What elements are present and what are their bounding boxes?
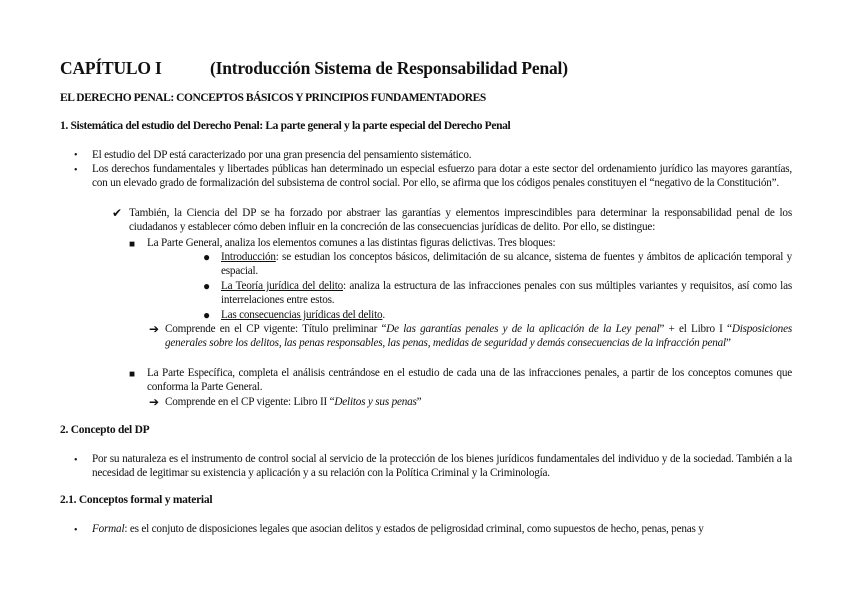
text-run-italic: De las garantías penales y de la aplicación de la Ley penal: [386, 323, 660, 335]
heading-2: 2. Concepto del DP: [60, 424, 150, 436]
text-run-italic: Delitos y sus penas: [334, 396, 417, 408]
bullet-dot: •: [74, 150, 78, 161]
bullet-dot: •: [74, 455, 78, 466]
heading-2-1: 2.1. Conceptos formal y material: [60, 494, 213, 506]
pg-item-text: : analiza la estructura de las infracciones penales con sus múltiples variantes y requisitos, así como las interrelaciones entre estos.: [221, 280, 792, 307]
text-run: Comprende en el CP vigente: Libro II “: [165, 396, 335, 408]
text-run: ”: [416, 396, 422, 408]
pg-item-term: Las consecuencias jurídicas del delito: [221, 309, 383, 321]
paragraph-parte-general: La Parte General, analiza los elementos comunes a las distintas figuras delictivas. Tres bloques:: [147, 237, 556, 249]
pg-item-text: : se estudian los conceptos básicos, delimitación de su alcance, sistema de fuentes y ámbitos de aplicación temporal y espacial.: [221, 251, 792, 278]
text-run: Comprende en el CP vigente: Título preliminar “: [165, 323, 387, 335]
circle-bullet: ●: [203, 250, 211, 264]
chapter-title: [60, 58, 568, 79]
pg-item-text: .: [382, 309, 386, 321]
paragraph-ciencia: También, la Ciencia del DP se ha forzado por abstraer las garantías y elementos imprescindibles para determinar la responsabilidad penal de los ciudadanos y establecer cómo deben influir en la concreción de las consecuencias jurídicas de delito. Por ello, se distingue:: [129, 207, 792, 234]
arrow-icon: ➔: [149, 322, 160, 336]
pg-item-teoria: [221, 279, 792, 308]
check-icon: ✔: [112, 206, 123, 220]
chapter-label: CAPÍTULO I: [60, 58, 162, 78]
text-run-italic: Disposiciones generales sobre los delitos, las penas responsables, las penas, medidas de seguridad y demás consecuencias de la infracción penal: [165, 323, 792, 350]
paragraph-sistematico: El estudio del DP está caracterizado por una gran presencia del pensamiento sistemático.: [92, 149, 472, 161]
paragraph-derechos: Los derechos fundamentales y libertades públicas han determinado un especial esfuerzo para dotar a este sector del ordenamiento jurídico las mayores garantías, con un elevado grado de formalización del subsistema de control social. Por ello, se afirma que los códigos penales constituyen el “negativo de la Constitución”.: [92, 163, 792, 190]
circle-bullet: ●: [203, 279, 211, 293]
square-bullet: ■: [129, 239, 136, 250]
paragraph-parte-especifica: La Parte Específica, completa el análisis centrándose en el estudio de cada una de las infracciones penales, a partir de los conceptos comunes que conforma la Parte General.: [147, 367, 792, 394]
square-bullet: ■: [129, 369, 136, 380]
paragraph-concepto: Por su naturaleza es el instrumento de control social al servicio de la protección de los bienes jurídicos fundamentales del individuo y de la sociedad. También a la necesidad de legitimar su existencia y aplicación y a su relación con la Política Criminal y la Criminología.: [92, 453, 792, 480]
chapter-subtitle: (Introducción Sistema de Responsabilidad Penal): [210, 58, 568, 78]
text-run: ”: [725, 337, 731, 350]
formal-term: Formal: [92, 523, 125, 535]
pg-item-term: La Teoría jurídica del delito: [221, 280, 344, 292]
pg-item-consecuencias: [221, 308, 792, 322]
circle-bullet: ●: [203, 308, 211, 322]
pg-item-introduccion: [221, 250, 792, 279]
formal-text: : es el conjuto de disposiciones legales que asocian delitos y estados de peligrosidad criminal, como supuestos de hecho, penas, penas y: [124, 523, 704, 535]
bullet-dot: •: [74, 525, 78, 536]
paragraph-cp-general: [165, 322, 792, 351]
heading-1: 1. Sistemática del estudio del Derecho Penal: La parte general y la parte especial del Derecho Penal: [60, 120, 511, 132]
paragraph-formal: [92, 522, 792, 536]
section-title: EL DERECHO PENAL: CONCEPTOS BÁSICOS Y PRINCIPIOS FUNDAMENTADORES: [60, 92, 486, 104]
text-run: ” + el Libro I “: [659, 323, 732, 335]
bullet-dot: •: [74, 165, 78, 176]
arrow-icon: ➔: [149, 395, 160, 409]
pg-item-term: Introducción: [221, 251, 276, 263]
paragraph-cp-especial: [165, 395, 792, 409]
